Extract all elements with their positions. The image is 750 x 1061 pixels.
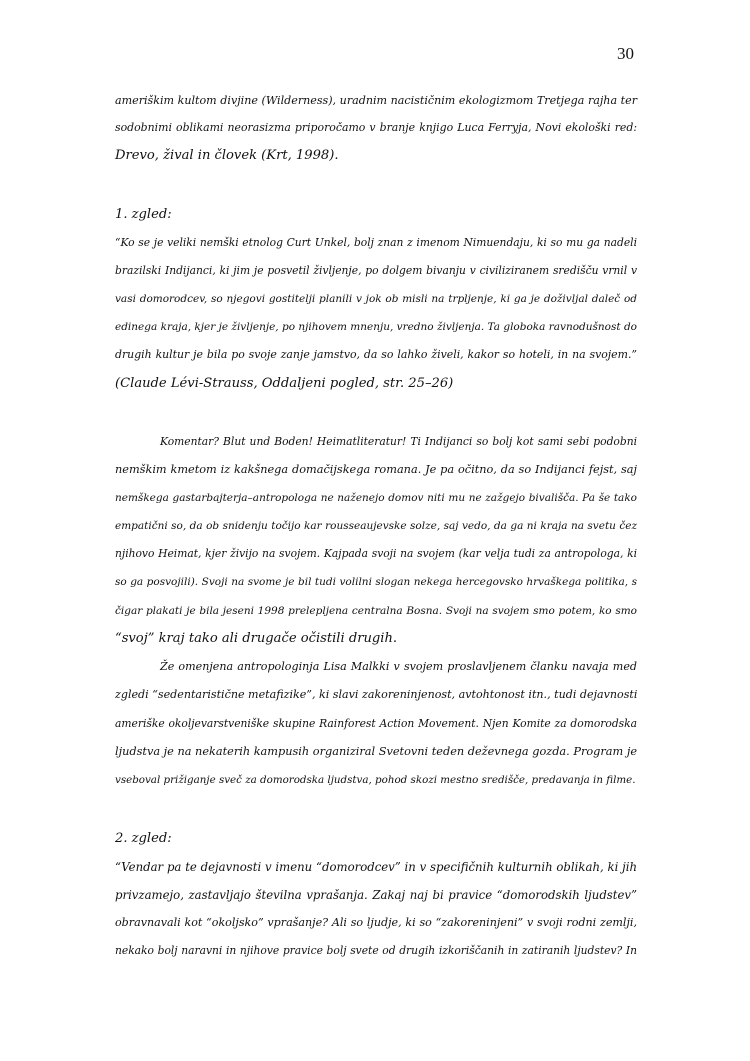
- example1-quote-line: vasi domorodcev, so njegovi gostitelji planili v jok ob misli na trpljenje, ki ga je doživljal daleč od: [115, 293, 637, 305]
- malkki-line: ljudstva je na nekaterih kampusih organiziral Svetovni teden deževnega gozda. Program je: [115, 745, 638, 758]
- malkki-line: ameriške okoljevarstveniške skupine Rainforest Action Movement. Njen Komite za domorodska: [115, 717, 637, 730]
- malkki-line: vseboval prižiganje sveč za domorodska ljudstva, pohod skozi mestno središče, predavanja in filme.: [115, 774, 636, 786]
- commentary-line: čigar plakati je bila jeseni 1998 prelepljena centralna Bosna. Svoji na svojem smo potem, ko smo: [115, 605, 637, 617]
- page-number: 30: [617, 44, 634, 63]
- intro-line: ameriškim kultom divjine (Wilderness), uradnim nacističnim ekologizmom Tretjega rajha ter: [115, 94, 637, 107]
- commentary-line: empatični so, da ob snidenju točijo kar rousseaujevske solze, saj vedo, da ga ni kraja na svetu čez: [115, 520, 637, 532]
- commentary-line: njihovo Heimat, kjer živijo na svojem. Kajpada svoji na svojem (kar velja tudi za antropologa, ki: [115, 547, 637, 560]
- commentary-line: nemškega gastarbajterja–antropologa ne naženejo domov niti mu ne zažgejo bivališča. Pa še tako: [115, 492, 637, 504]
- intro-line: Drevo, žival in človek (Krt, 1998).: [115, 148, 339, 163]
- example2-quote-line: privzamejo, zastavljajo številna vprašanja. Zakaj naj bi pravice “domorodskih ljudstev”: [115, 888, 637, 902]
- example1-heading: 1. zgled:: [115, 207, 172, 222]
- example1-quote-line: “Ko se je veliki nemški etnolog Curt Unkel, bolj znan z imenom Nimuendaju, ki so mu ga nadeli: [115, 236, 637, 249]
- example2-quote-line: obravnavali kot “okoljsko” vprašanje? Ali so ljudje, ki so “zakoreninjeni” v svoji rodni zemlji,: [115, 916, 637, 929]
- example2-heading: 2. zgled:: [115, 831, 172, 846]
- example1-citation: (Claude Lévi-Strauss, Oddaljeni pogled, str. 25–26): [115, 376, 454, 391]
- commentary-line: so ga posvojili). Svoji na svome je bil tudi volilni slogan nekega hercegovsko hrvaškega politika, s: [115, 576, 637, 588]
- malkki-line: Že omenjena antropologinja Lisa Malkki v svojem proslavljenem članku navaja med: [160, 660, 637, 673]
- example1-quote-line: edinega kraja, kjer je življenje, po njihovem mnenju, vredno življenja. Ta globoka ravnodušnost do: [115, 321, 637, 333]
- example1-quote-line: brazilski Indijanci, ki jim je posvetil življenje, po dolgem bivanju v civiliziranem središču vrnil v: [115, 264, 637, 277]
- intro-line: sodobnimi oblikami neorasizma priporočamo v branje knjigo Luca Ferryja, Novi ekološki red:: [115, 121, 637, 134]
- example2-quote-line: nekako bolj naravni in njihove pravice bolj svete od drugih izkoriščanih in zatiranih ljudstev? In: [115, 944, 637, 957]
- commentary-line: “svoj” kraj tako ali drugače očistili drugih.: [115, 631, 398, 646]
- example2-quote-line: “Vendar pa te dejavnosti v imenu “domorodcev” in v specifičnih kulturnih oblikah, ki jih: [115, 860, 637, 874]
- malkki-line: zgledi “sedentaristične metafizike”, ki slavi zakoreninjenost, avtohtonost itn., tudi dejavnosti: [115, 688, 638, 701]
- commentary-line: Komentar? Blut und Boden! Heimatliteratur! Ti Indijanci so bolj kot sami sebi podobni: [160, 435, 637, 448]
- commentary-line: nemškim kmetom iz kakšnega domačijskega romana. Je pa očitno, da so Indijanci fejst, saj: [115, 463, 637, 476]
- example1-quote-line: drugih kultur je bila po svoje zanje jamstvo, da so lahko živeli, kakor so hoteli, in na svojem.”: [115, 348, 637, 361]
